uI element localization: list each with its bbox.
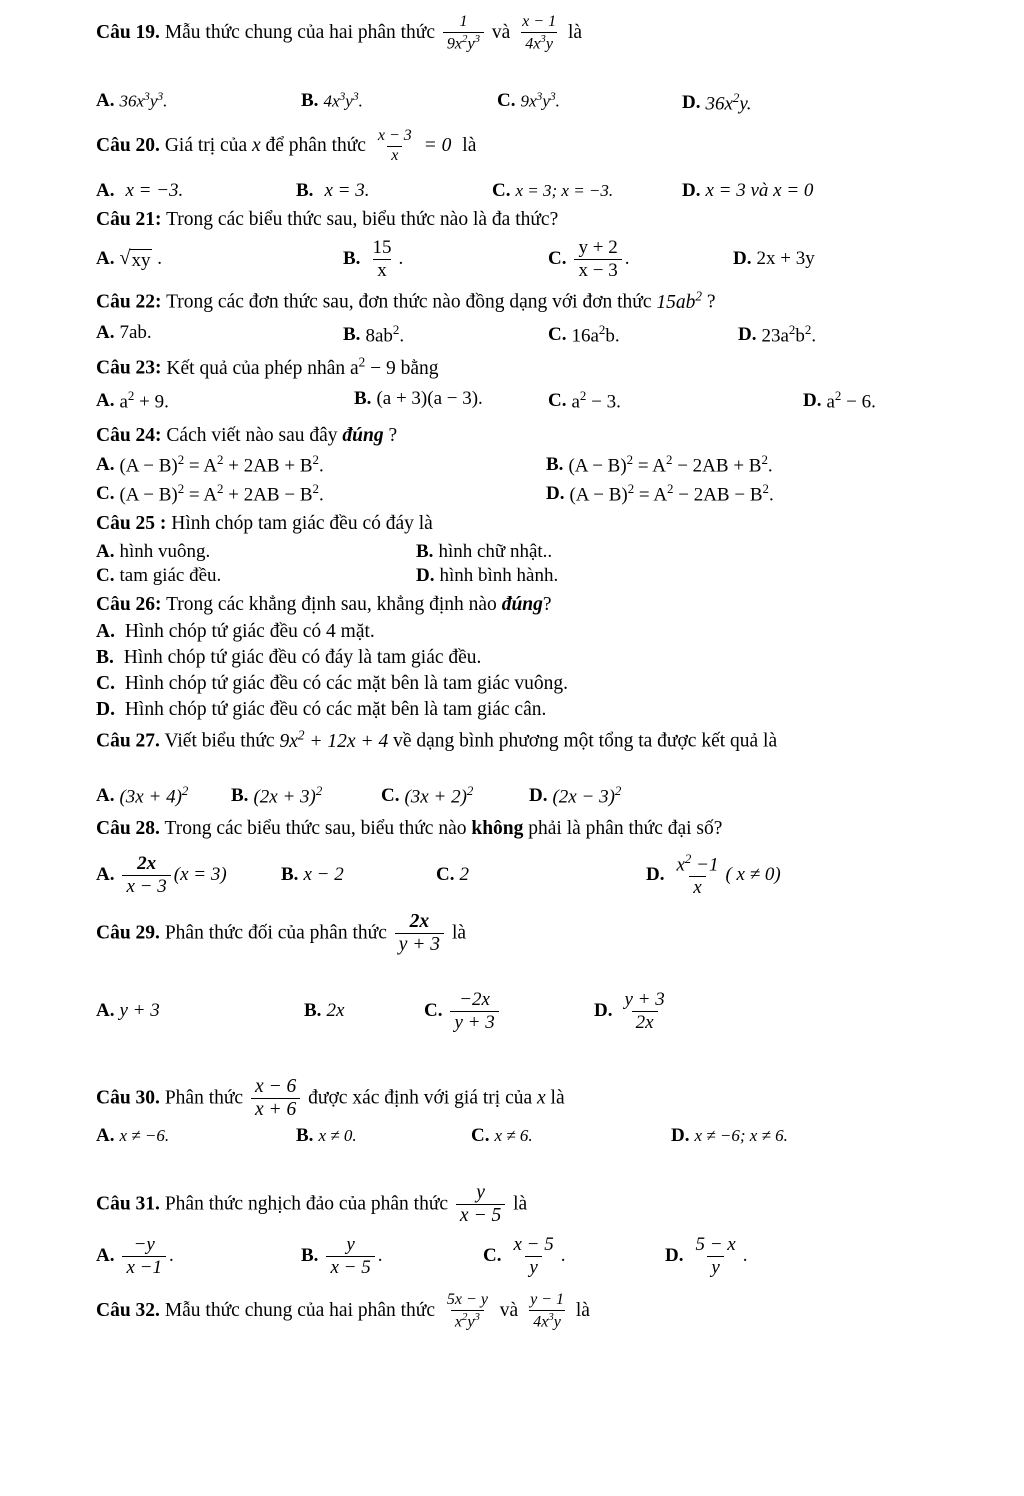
option-b[interactable] — [343, 238, 548, 281]
option-text: $(3x + 4)^2$ — [119, 783, 189, 808]
option-label: D. — [594, 1000, 613, 1022]
option-fraction — [509, 1235, 557, 1278]
fraction-denominator: x − 5 — [456, 1204, 505, 1226]
option-label: C. — [492, 180, 511, 201]
option-text: $a^2 - 3$. — [571, 388, 621, 413]
question-26-emphasis: đúng — [501, 594, 543, 615]
fraction-numerator: y + 3 — [624, 989, 665, 1010]
option-text: x ≠ 6. — [494, 1126, 533, 1145]
option-label: B. — [416, 541, 434, 562]
option-text: tam giác đều. — [119, 565, 222, 586]
question-28-options — [96, 852, 954, 898]
option-label: A. — [96, 1000, 115, 1022]
option-label: C. — [548, 323, 567, 345]
question-19-text-before: Mẫu thức chung của hai phân thức — [164, 21, 436, 43]
option-b[interactable] — [546, 452, 773, 477]
question-22 — [96, 288, 944, 315]
question-24-text: Cách viết nào sau đây đúng ? — [166, 425, 398, 446]
option-label: C. — [548, 248, 567, 270]
option-text: x = 3; x = −3. — [515, 181, 614, 200]
option-a[interactable] — [96, 1000, 304, 1022]
option-label: A. — [96, 1125, 115, 1146]
question-28-label: Câu 28. — [96, 818, 160, 839]
question-22-options — [96, 322, 954, 347]
option-text: Hình chóp tứ giác đều có 4 mặt. — [124, 621, 375, 642]
question-27-label: Câu 27. — [96, 730, 160, 752]
fraction-denominator: $4x^3y$ — [529, 1310, 565, 1331]
fraction-denominator: x — [689, 876, 705, 898]
fraction-denominator: x — [373, 259, 391, 281]
option-text: hình bình hành. — [439, 565, 559, 586]
fraction-numerator: 5x − y — [446, 1291, 488, 1308]
option-label: D. — [733, 248, 752, 270]
option-label: D. — [546, 482, 565, 504]
option-text: x = 3 và x = 0 — [705, 180, 814, 201]
option-c[interactable] — [96, 565, 416, 587]
option-d[interactable] — [733, 248, 815, 270]
option-suffix: (x = 3) — [173, 864, 227, 886]
fraction-numerator: y − 1 — [530, 1291, 564, 1308]
option-fraction — [326, 1235, 374, 1278]
question-32-label: Câu 32. — [96, 1299, 160, 1321]
question-30-options — [96, 1125, 954, 1147]
fraction-numerator: −y — [133, 1234, 155, 1255]
question-26-label: Câu 26: — [96, 594, 162, 615]
option-text: 2x + 3y — [756, 248, 815, 270]
option-label: B. — [231, 784, 249, 806]
option-fraction — [672, 852, 722, 898]
option-label: B. — [301, 90, 319, 111]
option-a[interactable] — [96, 180, 296, 202]
question-29-options — [96, 990, 954, 1033]
option-d[interactable] — [738, 322, 816, 347]
option-d[interactable] — [665, 1235, 748, 1278]
fraction-denominator: x − 5 — [326, 1256, 374, 1278]
option-label: D. — [665, 1245, 684, 1267]
option-a[interactable] — [96, 452, 546, 477]
option-label: D. — [803, 389, 822, 411]
option-suffix: . — [377, 1245, 383, 1267]
question-26-option-a[interactable] — [96, 620, 944, 644]
option-text: x ≠ −6. — [119, 1126, 170, 1145]
option-text: $(2x + 3)^2$ — [253, 783, 323, 808]
option-d[interactable] — [671, 1125, 788, 1147]
option-label: B. — [304, 1000, 322, 1022]
question-26-text: Trong các khẳng định sau, khẳng định nào đúng? — [166, 594, 552, 615]
question-29-text-before: Phân thức đối của phân thức — [164, 922, 387, 944]
question-20-text-after: là — [462, 134, 477, 156]
question-29-text-after: là — [451, 922, 467, 944]
fraction-numerator: x − 6 — [254, 1076, 297, 1097]
question-28 — [96, 817, 944, 841]
question-28-emphasis: không — [471, 818, 524, 839]
question-20-text-before: Giá trị của x để phân thức — [164, 134, 366, 156]
option-c[interactable] — [483, 1235, 665, 1278]
option-label: B. — [343, 323, 361, 345]
fraction-denominator: x + 6 — [251, 1098, 300, 1120]
option-label: A. — [96, 621, 115, 642]
option-label: A. — [96, 453, 115, 475]
option-fraction — [368, 238, 395, 281]
option-label: A. — [96, 322, 115, 343]
option-label: D. — [738, 323, 757, 345]
option-label: B. — [281, 864, 299, 886]
option-label: A. — [96, 180, 115, 201]
fraction-numerator: y — [346, 1234, 355, 1255]
question-32 — [96, 1292, 944, 1331]
fraction-denominator: x − 3 — [574, 259, 621, 281]
question-21-options — [96, 238, 954, 281]
question-29-fraction — [395, 912, 444, 956]
question-24-options-row2 — [96, 481, 954, 506]
option-a[interactable] — [96, 322, 343, 344]
sqrt-icon: √ xy — [119, 246, 151, 271]
option-label: A. — [96, 784, 115, 806]
option-b[interactable] — [416, 541, 552, 563]
question-30 — [96, 1077, 944, 1121]
option-c[interactable] — [381, 783, 529, 808]
option-text: 2x — [326, 1000, 345, 1022]
question-23 — [96, 354, 944, 381]
option-suffix: . — [624, 248, 630, 270]
fraction-numerator: x − 1 — [522, 13, 557, 30]
option-fraction — [691, 1235, 739, 1278]
option-label: A. — [96, 90, 115, 111]
fraction-numerator: 5 − x — [695, 1234, 736, 1255]
option-label: A. — [96, 541, 115, 562]
question-26-option-b[interactable] — [96, 646, 944, 670]
question-25-options-row2 — [96, 565, 954, 587]
option-label: A. — [96, 389, 115, 411]
question-20 — [96, 128, 944, 165]
fraction-numerator: $x^2 -1$ — [676, 851, 719, 876]
option-a[interactable] — [96, 854, 281, 897]
option-label: D. — [529, 784, 548, 806]
fraction-numerator: −2x — [459, 989, 490, 1010]
question-19-text-after: là — [567, 21, 583, 43]
option-label: D. — [671, 1125, 690, 1146]
option-text: $(2x - 3)^2$ — [552, 783, 622, 808]
fraction-denominator: y — [525, 1256, 541, 1278]
option-label: C. — [436, 864, 455, 886]
option-c[interactable] — [548, 238, 733, 281]
question-30-fraction — [251, 1077, 300, 1121]
question-20-equation: = 0 — [423, 134, 452, 156]
question-21 — [96, 208, 944, 232]
option-text: hình chữ nhật.. — [438, 541, 553, 562]
option-c[interactable] — [548, 388, 803, 413]
option-c[interactable] — [492, 180, 682, 202]
option-text: $(A - B)^2 = A^2 - 2AB + B^2$. — [568, 452, 773, 477]
option-label: C. — [96, 673, 115, 694]
fraction-denominator: $x^2y^3$ — [451, 1310, 484, 1331]
option-a[interactable] — [96, 1235, 301, 1278]
option-label: B. — [546, 453, 564, 475]
option-label: C. — [497, 90, 516, 111]
option-text: Hình chóp tứ giác đều có đáy là tam giác đều. — [123, 647, 482, 668]
option-c[interactable] — [424, 990, 594, 1033]
question-28-text: Trong các biểu thức sau, biểu thức nào không phải là phân thức đại số? — [164, 818, 723, 839]
option-suffix: ( x ≠ 0) — [725, 864, 781, 886]
question-31-label: Câu 31. — [96, 1193, 160, 1215]
option-b[interactable] — [343, 322, 548, 347]
option-c[interactable] — [497, 90, 682, 112]
question-24-options-row1 — [96, 452, 954, 477]
option-c[interactable] — [548, 322, 738, 347]
fraction-denominator: y + 3 — [450, 1011, 498, 1033]
option-label: D. — [646, 864, 665, 886]
option-b[interactable] — [304, 1000, 424, 1022]
question-27-text: Viết biểu thức $9x^2 + 12x + 4$ về dạng bình phương một tổng ta được kết quả là — [164, 727, 778, 752]
option-label: A. — [96, 1245, 115, 1267]
option-c[interactable] — [96, 481, 546, 506]
question-26-option-d[interactable] — [96, 698, 944, 722]
fraction-numerator: y — [476, 1182, 485, 1203]
fraction-denominator: x −1 — [122, 1256, 166, 1278]
option-label: B. — [296, 1125, 314, 1146]
option-text: x − 2 — [303, 864, 344, 886]
question-32-fraction-2 — [526, 1292, 568, 1331]
question-22-label: Câu 22: — [96, 291, 162, 313]
fraction-denominator: x − 3 — [122, 875, 170, 897]
question-29 — [96, 912, 944, 956]
question-19-conjunction: và — [491, 21, 511, 43]
question-32-fraction-1 — [443, 1292, 492, 1331]
option-label: C. — [381, 784, 400, 806]
option-text: $(3x + 2)^2$ — [404, 783, 474, 808]
option-c[interactable] — [436, 864, 646, 886]
option-a[interactable] — [96, 541, 416, 563]
option-b[interactable] — [281, 864, 436, 886]
option-text: $(A - B)^2 = A^2 - 2AB - B^2$. — [569, 481, 774, 506]
question-25-label: Câu 25 : — [96, 513, 167, 534]
option-fraction — [122, 1235, 166, 1278]
option-suffix: . — [169, 1245, 174, 1267]
option-fraction — [574, 238, 621, 281]
fraction-denominator: $4x^3y$ — [521, 32, 557, 53]
option-d[interactable] — [803, 388, 876, 413]
option-b[interactable] — [296, 1125, 471, 1147]
option-text: (a + 3)(a − 3). — [376, 388, 483, 409]
question-30-label: Câu 30. — [96, 1087, 160, 1109]
question-26-option-c[interactable] — [96, 672, 944, 696]
option-text: Hình chóp tứ giác đều có các mặt bên là tam giác vuông. — [124, 673, 569, 694]
question-27 — [96, 726, 944, 755]
option-label: A. — [96, 248, 115, 270]
option-text: $36x^2y$. — [705, 90, 752, 115]
option-text: x ≠ −6; x ≠ 6. — [694, 1126, 788, 1145]
option-suffix: . — [742, 1245, 748, 1267]
option-label: D. — [682, 91, 701, 113]
option-text: $36x^3y^3$. — [119, 90, 168, 111]
option-text: $16a^2b$. — [571, 322, 620, 347]
fraction-denominator: $9x^2y^3$ — [443, 32, 484, 53]
option-label: B. — [96, 647, 114, 668]
question-32-text-after: là — [575, 1299, 590, 1321]
option-b[interactable] — [301, 1235, 483, 1278]
question-29-label: Câu 29. — [96, 922, 160, 944]
option-label: D. — [682, 180, 701, 201]
question-26 — [96, 593, 944, 617]
option-label: A. — [96, 864, 115, 886]
question-31-fraction — [456, 1183, 505, 1227]
option-a[interactable] — [96, 388, 354, 413]
option-label: B. — [301, 1245, 319, 1267]
option-text: 7ab. — [119, 322, 152, 343]
question-20-fraction — [374, 128, 416, 165]
question-19-fraction-1 — [443, 14, 484, 53]
question-24 — [96, 424, 944, 448]
option-d[interactable] — [682, 180, 813, 202]
option-d[interactable] — [646, 852, 781, 898]
option-label: D. — [416, 565, 435, 586]
option-text: hình vuông. — [119, 541, 211, 562]
question-31-options — [96, 1235, 954, 1278]
option-text: x = 3. — [324, 180, 370, 201]
question-25-options-row1 — [96, 541, 954, 563]
question-23-label: Câu 23: — [96, 357, 162, 379]
option-suffix: . — [560, 1245, 566, 1267]
option-text: 2 — [459, 864, 469, 886]
question-31-text-before: Phân thức nghịch đảo của phân thức — [164, 1193, 449, 1215]
question-30-text-after: được xác định với giá trị của x là — [308, 1087, 565, 1109]
option-b[interactable] — [296, 180, 492, 202]
question-23-options — [96, 388, 954, 413]
option-text: $8ab^2$. — [365, 322, 405, 347]
fraction-denominator: 2x — [632, 1011, 658, 1033]
option-text: y + 3 — [119, 1000, 160, 1022]
question-19-fraction-2 — [518, 14, 560, 53]
option-label: B. — [343, 248, 361, 270]
option-text: $(A - B)^2 = A^2 + 2AB + B^2$. — [119, 452, 324, 477]
option-fraction — [450, 990, 498, 1033]
question-19-label: Câu 19. — [96, 21, 160, 43]
option-d[interactable] — [546, 481, 774, 506]
option-d[interactable] — [529, 783, 621, 808]
question-20-options — [96, 180, 954, 202]
option-label: B. — [296, 180, 314, 201]
option-b[interactable] — [354, 388, 548, 410]
fraction-numerator: x − 5 — [513, 1234, 554, 1255]
option-a[interactable] — [96, 1125, 296, 1147]
option-b[interactable] — [301, 90, 497, 112]
question-21-text: Trong các biểu thức sau, biểu thức nào là đa thức? — [166, 209, 559, 230]
option-label: C. — [96, 565, 115, 586]
question-19-options — [96, 90, 954, 115]
question-30-text-before: Phân thức — [164, 1087, 244, 1109]
option-text: $a^2 - 6$. — [826, 388, 876, 413]
option-a[interactable] — [96, 90, 301, 112]
question-22-text: Trong các đơn thức sau, đơn thức nào đồng dạng với đơn thức $15ab^2$ ? — [166, 288, 716, 313]
fraction-numerator: 1 — [459, 13, 468, 30]
fraction-numerator: 15 — [372, 237, 392, 258]
fraction-denominator: y + 3 — [395, 933, 444, 955]
question-20-label: Câu 20. — [96, 134, 160, 156]
question-25 — [96, 512, 944, 536]
option-suffix: . — [398, 248, 404, 270]
option-c[interactable] — [471, 1125, 671, 1147]
option-text: $23a^2b^2$. — [761, 322, 817, 347]
option-text: $9x^3y^3$. — [520, 90, 560, 111]
option-a[interactable] — [96, 783, 231, 808]
option-b[interactable] — [231, 783, 381, 808]
question-31-text-after: là — [513, 1193, 528, 1215]
question-32-conjunction: và — [499, 1299, 519, 1321]
question-24-emphasis: đúng — [342, 425, 384, 446]
option-label: D. — [96, 699, 115, 720]
question-27-options — [96, 783, 954, 808]
option-label: C. — [96, 482, 115, 504]
fraction-denominator: y — [707, 1256, 723, 1278]
question-21-label: Câu 21: — [96, 209, 162, 230]
question-25-text: Hình chóp tam giác đều có đáy là — [171, 513, 433, 534]
option-text: Hình chóp tứ giác đều có các mặt bên là tam giác cân. — [124, 699, 547, 720]
question-31 — [96, 1183, 944, 1227]
option-label: B. — [354, 388, 372, 409]
fraction-numerator: 2x — [409, 911, 430, 932]
option-d[interactable] — [682, 90, 752, 115]
option-text: $(A - B)^2 = A^2 + 2AB - B^2$. — [119, 481, 324, 506]
question-23-text: Kết quả của phép nhân $a^2 - 9$ bằng — [166, 354, 439, 379]
fraction-denominator: x — [387, 146, 402, 165]
fraction-numerator: 2x — [137, 852, 157, 874]
option-text: $a^2 + 9$. — [119, 388, 169, 413]
option-label: C. — [424, 1000, 443, 1022]
question-24-label: Câu 24: — [96, 425, 162, 446]
option-text: x ≠ 0. — [318, 1126, 357, 1145]
option-d[interactable] — [416, 565, 558, 587]
option-fraction — [620, 990, 668, 1033]
option-fraction — [122, 854, 170, 897]
fraction-numerator: y + 2 — [578, 237, 618, 258]
option-a[interactable]: A. √ xy . — [96, 246, 162, 271]
option-label: C. — [471, 1125, 490, 1146]
option-text: x = −3. — [125, 180, 184, 201]
fraction-numerator: x − 3 — [377, 127, 412, 144]
option-label: C. — [483, 1245, 502, 1267]
option-label: C. — [548, 389, 567, 411]
question-19 — [96, 14, 944, 53]
option-text: $4x^3y^3$. — [323, 90, 363, 111]
question-32-text-before: Mẫu thức chung của hai phân thức — [164, 1299, 436, 1321]
option-d[interactable] — [594, 990, 672, 1033]
